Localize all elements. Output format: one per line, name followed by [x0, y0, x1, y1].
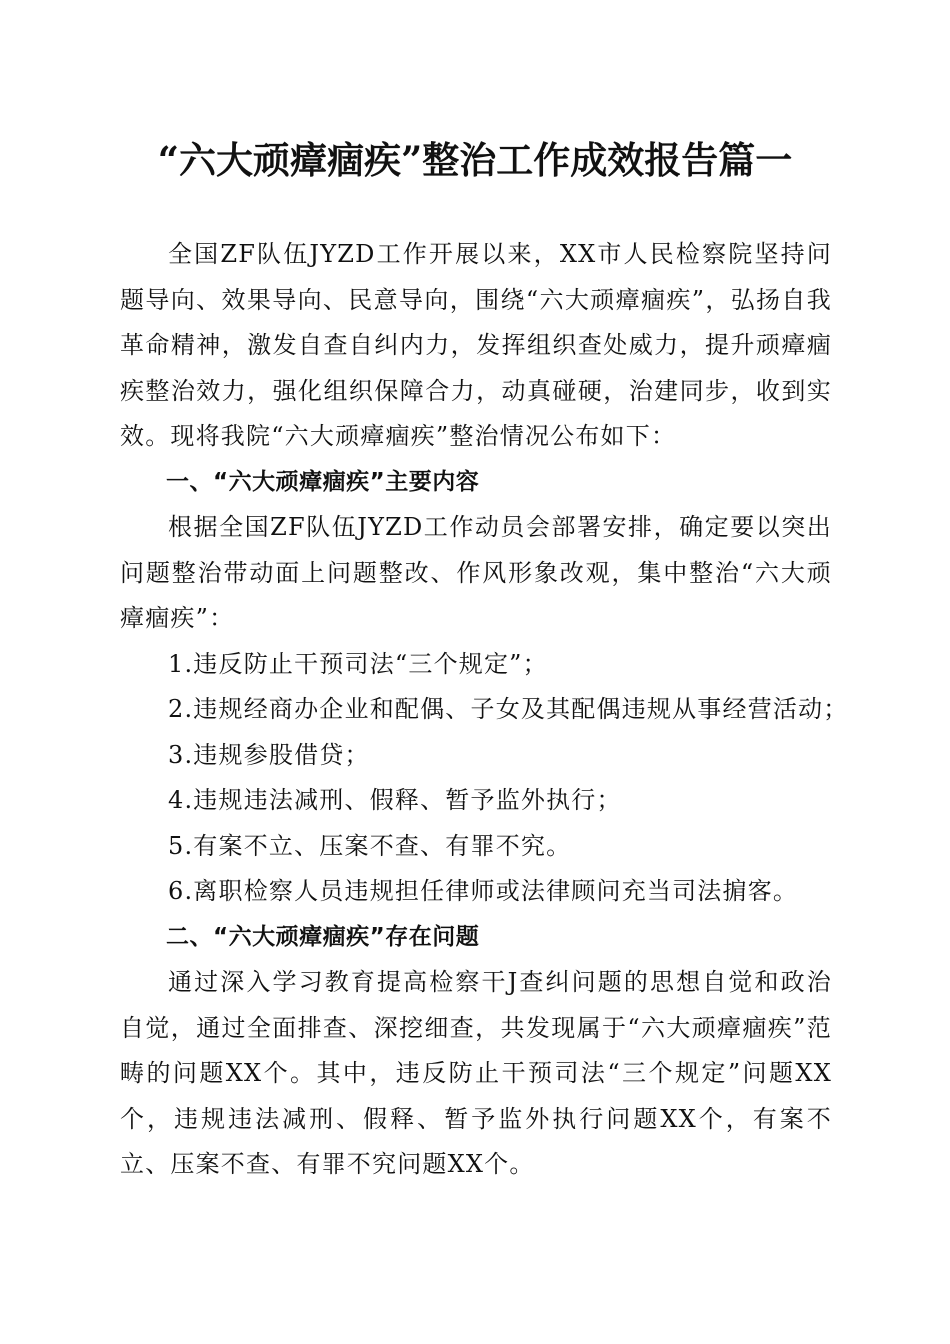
- list-item: 1.违反防止干预司法“三个规定”；: [168, 649, 548, 678]
- list-item: 5.有案不立、压案不查、有罪不究。: [168, 831, 572, 860]
- intro-paragraph: 全国ZF队伍JYZD工作开展以来，XX市人民检察院坚持问题导向、效果导向、民意导向，围绕“六大顽瘴痼疾”，弘扬自我革命精神，激发自查自纠内力，发挥组织查处威力，提升顽瘴痼疾整治效力，强化组织保障合力，动真碰硬，治建同步，收到实效。现将我院“六大顽瘴痼疾”整治情况公布如下：: [120, 240, 832, 450]
- list-item: 3.违规参股借贷；: [168, 740, 370, 769]
- section-heading-existing-problems: 二、“六大顽瘴痼疾”存在问题: [166, 923, 480, 950]
- section2-paragraph: 通过深入学习教育提高检察干J查纠问题的思想自觉和政治自觉，通过全面排查、深挖细查，共发现属于“六大顽瘴痼疾”范畴的问题XX个。其中，违反防止干预司法“三个规定”问题XX个，违规违法减刑、假释、暂予监外执行问题XX个，有案不立、压案不查、有罪不究问题XX个。: [120, 968, 832, 1178]
- section-heading-main-content: 一、“六大顽瘴痼疾”主要内容: [166, 468, 480, 495]
- list-item: 2.违规经商办企业和配偶、子女及其配偶违规从事经营活动；: [168, 695, 849, 723]
- document-body: [120, 232, 849, 1188]
- section1-paragraph: 根据全国ZF队伍JYZD工作动员会部署安排，确定要以突出问题整治带动面上问题整改、作风形象改观，集中整治“六大顽瘴痼疾”：: [120, 513, 832, 632]
- list-item: 4.违规违法减刑、假释、暂予监外执行；: [168, 786, 622, 814]
- list-item: 6.离职检察人员违规担任律师或法律顾问充当司法掮客。: [168, 877, 799, 905]
- document-title: “六大顽瘴痼疾”整治工作成效报告篇一: [157, 138, 793, 182]
